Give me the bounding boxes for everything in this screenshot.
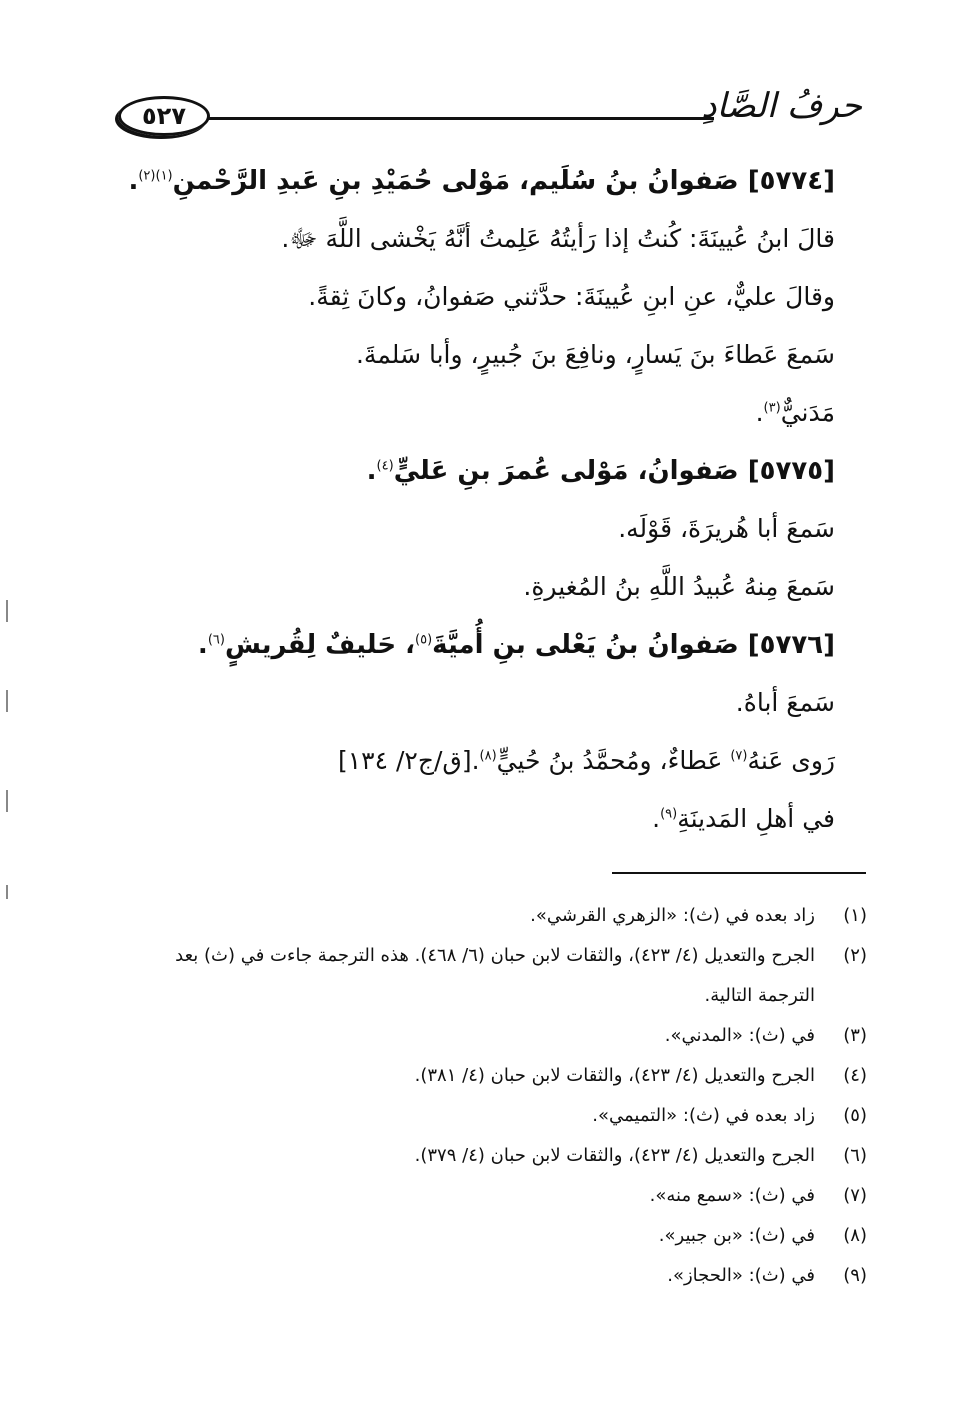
line-tail: . xyxy=(366,456,377,486)
footnote xyxy=(127,1176,867,1216)
text-line xyxy=(135,326,835,384)
line-text: [٥٧٧٤] صَفوانُ بنُ سُلَيم، مَوْلى حُمَيْدِ بنِ عَبدِ الرَّحْمنِ xyxy=(172,166,835,196)
line-text: قالَ ابنُ عُيينَةَ: كُنتُ إذا رَأيتُهُ عَلِمتُ أنَّهُ يَخْشى اللَّهَ ﷻ. xyxy=(281,224,835,253)
footnote-number: (٥) xyxy=(843,1105,867,1126)
footnote-text: الجرح والتعديل (٤/ ٤٢٣)، والثقات لابن حبان (٤/ ٣٧٩). xyxy=(414,1145,815,1166)
line-tail: ، حَليفٌ لِقُريشٍ xyxy=(224,630,416,660)
footnote-number: (٣) xyxy=(843,1025,867,1046)
footnote-ref: (٣) xyxy=(763,400,781,416)
text-line xyxy=(135,384,835,442)
scan-margin-mark xyxy=(6,690,8,712)
footnotes xyxy=(127,896,867,1296)
main-text xyxy=(128,152,835,848)
entry-heading xyxy=(135,442,835,500)
footnote-number: (٧) xyxy=(843,1185,867,1206)
footnote-number: (٨) xyxy=(843,1225,867,1246)
footnote-number: (٩) xyxy=(843,1265,867,1286)
footnote xyxy=(127,1256,867,1296)
footnote xyxy=(127,936,867,1016)
line-text: سَمعَ أبا هُريرَةَ، قَوْلَه. xyxy=(618,514,835,543)
footnote-text: في (ث): «سمع منه». xyxy=(649,1185,815,1206)
text-line xyxy=(135,790,835,848)
footnote-ref: (٥) xyxy=(415,632,433,648)
footnote xyxy=(127,1056,867,1096)
footnote xyxy=(127,1016,867,1056)
footnote-text: الجرح والتعديل (٤/ ٤٢٣)، والثقات لابن حبان (٦/ ٤٦٨). هذه الترجمة جاءت في (ث) بعد الترجمة التالية. xyxy=(175,945,815,1006)
footnote-ref: (١)(٢) xyxy=(138,168,173,184)
line-text: [٥٧٧٥] صَفوانُ، مَوْلى عُمرَ بنِ عَليٍّ xyxy=(393,456,835,486)
line-text: رَوى عَنهُ xyxy=(747,746,835,775)
line-tail: . xyxy=(755,398,764,427)
line-tail: . xyxy=(652,804,661,833)
footnote-ref: (٨) xyxy=(479,748,497,764)
text-line xyxy=(135,732,835,790)
header-rule xyxy=(208,117,714,120)
footnote-text: في (ث): «الحجاز». xyxy=(667,1265,815,1286)
line-text: مَدَنيٌّ xyxy=(780,398,835,427)
footnote xyxy=(127,1216,867,1256)
line-text: في أهلِ المَدينَةِ xyxy=(677,804,835,833)
line-text: سَمعَ عَطاءَ بنَ يَسارٍ، ونافِعَ بنَ جُبيرٍ، وأبا سَلمةَ. xyxy=(355,340,835,369)
footnote-ref: (٤) xyxy=(376,458,394,474)
scan-margin-mark xyxy=(6,790,8,812)
text-line xyxy=(135,210,835,268)
footnote-ref: (٦) xyxy=(207,632,225,648)
footnote-text: في (ث): «بن جبير». xyxy=(658,1225,815,1246)
line-tail: عَطاءٌ، ومُحمَّدُ بنُ حُييٍّ xyxy=(496,746,731,775)
text-line xyxy=(135,268,835,326)
footnote-number: (٤) xyxy=(843,1065,867,1086)
line-text: [٥٧٧٦] صَفوانُ بنُ يَعْلى بنِ أُميَّةَ xyxy=(432,630,835,660)
footnote-text: زاد بعده في (ث): «التميمي». xyxy=(592,1105,815,1126)
text-line xyxy=(135,674,835,732)
running-title: حرفُ الصَّادِ xyxy=(701,86,862,126)
footnote-number: (٢) xyxy=(843,945,867,966)
line-text: وقالَ عليٌّ، عنِ ابنِ عُيينَةَ: حدَّثني صَفوانُ، وكانَ ثِقةً. xyxy=(308,282,835,311)
footnote-text: زاد بعده في (ث): «الزهري القرشي». xyxy=(530,905,815,926)
footnote xyxy=(127,1136,867,1176)
footnote-number: (١) xyxy=(843,905,867,926)
line-tail: . xyxy=(197,630,208,660)
text-line xyxy=(135,500,835,558)
page-number-badge: ٥٢٧ xyxy=(118,96,210,136)
footnote-separator xyxy=(612,872,866,874)
text-line xyxy=(135,558,835,616)
line-tail: . xyxy=(128,166,139,196)
line-text: سَمعَ مِنهُ عُبيدُ اللَّهِ بنُ المُغيرةِ. xyxy=(523,572,835,601)
footnote-number: (٦) xyxy=(843,1145,867,1166)
entry-heading xyxy=(135,616,835,674)
line-tail: .[ق/ج٢/ ١٣٤] xyxy=(337,746,480,775)
footnote xyxy=(127,896,867,936)
footnote-ref: (٩) xyxy=(660,806,678,822)
line-text: سَمعَ أباهُ. xyxy=(735,688,835,717)
footnote-ref: (٧) xyxy=(730,748,748,764)
footnote xyxy=(127,1096,867,1136)
footnote-text: الجرح والتعديل (٤/ ٤٢٣)، والثقات لابن حبان (٤/ ٣٨١). xyxy=(414,1065,815,1086)
scan-margin-mark xyxy=(6,600,8,622)
entry-heading xyxy=(128,152,835,210)
page-header xyxy=(118,86,862,142)
footnote-text: في (ث): «المدني». xyxy=(664,1025,815,1046)
scan-margin-mark xyxy=(6,885,8,899)
